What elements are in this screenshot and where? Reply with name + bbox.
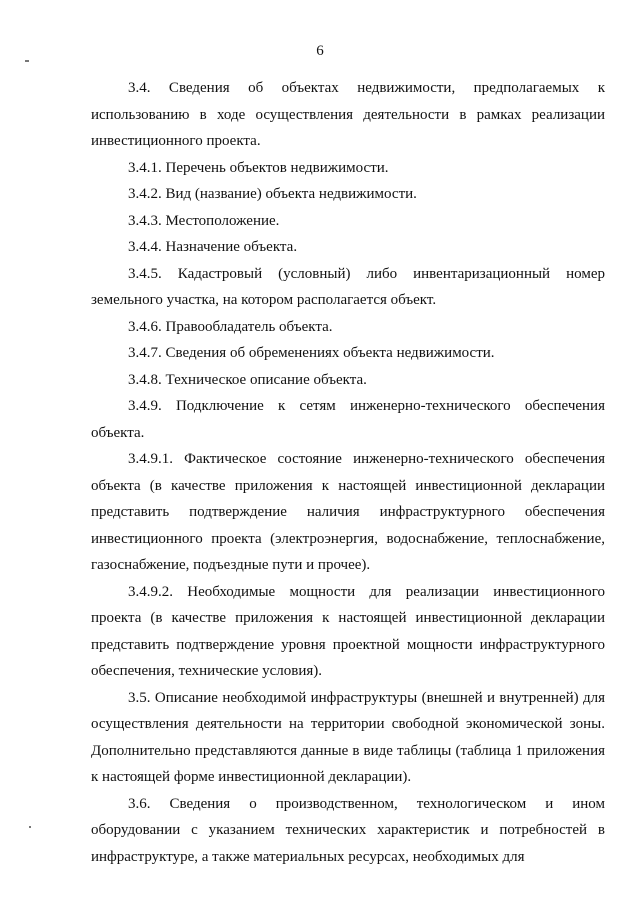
paragraph-3-4-5: 3.4.5. Кадастровый (условный) либо инвентаризационный номер земельного участка, на котором располагается объект. [91, 265, 605, 308]
paragraph-3-4-4: 3.4.4. Назначение объекта. [128, 239, 298, 255]
paragraph-3-4-1: 3.4.1. Перечень объектов недвижимости. [128, 159, 389, 176]
paragraph-3-4-9-2: 3.4.9.2. Необходимые мощности для реализации инвестиционного проекта (в качестве приложения к настоящей инвестиционной декларации представить подтверждение уровня проектной мощности инфраструктурного обеспечения, технические условия). [91, 583, 605, 679]
document-body [91, 75, 605, 870]
paragraph-3-4-6: 3.4.6. Правообладатель объекта. [128, 318, 333, 335]
scan-mark [25, 60, 29, 62]
paragraph-3-4: 3.4. Сведения об объектах недвижимости, предполагаемых к использованию в ходе осуществления деятельности в рамках реализации инвестиционного проекта. [91, 80, 605, 149]
paragraph-3-6: 3.6. Сведения о производственном, технологическом и ином оборудовании с указанием технических характеристик и потребностей в инфраструктуре, а также материальных ресурсах, необходимых для [91, 795, 605, 865]
paragraph-3-4-8: 3.4.8. Техническое описание объекта. [128, 371, 367, 388]
paragraph-3-4-2: 3.4.2. Вид (название) объекта недвижимости. [128, 186, 417, 202]
paragraph-3-4-3: 3.4.3. Местоположение. [128, 212, 280, 229]
page-number: 6 [316, 43, 324, 59]
paragraph-3-4-9-1: 3.4.9.1. Фактическое состояние инженерно-технического обеспечения объекта (в качестве приложения к настоящей инвестиционной декларации представить подтверждение наличия инфраструктурного обеспечения инвестиционного проекта (электроэнергия, водоснабжение, теплоснабжение, газоснабжение, подъездные пути и прочее). [91, 451, 605, 573]
paragraph-3-4-9: 3.4.9. Подключение к сетям инженерно-технического обеспечения объекта. [91, 398, 605, 441]
paragraph-3-5: 3.5. Описание необходимой инфраструктуры (внешней и внутренней) для осуществления деятельности на территории свободной экономической зоны. Дополнительно представляются данные в виде таблицы (таблица 1 приложения к настоящей форме инвестиционной декларации). [91, 689, 605, 785]
scan-mark [29, 826, 31, 828]
paragraph-3-4-7: 3.4.7. Сведения об обременениях объекта недвижимости. [128, 345, 495, 361]
